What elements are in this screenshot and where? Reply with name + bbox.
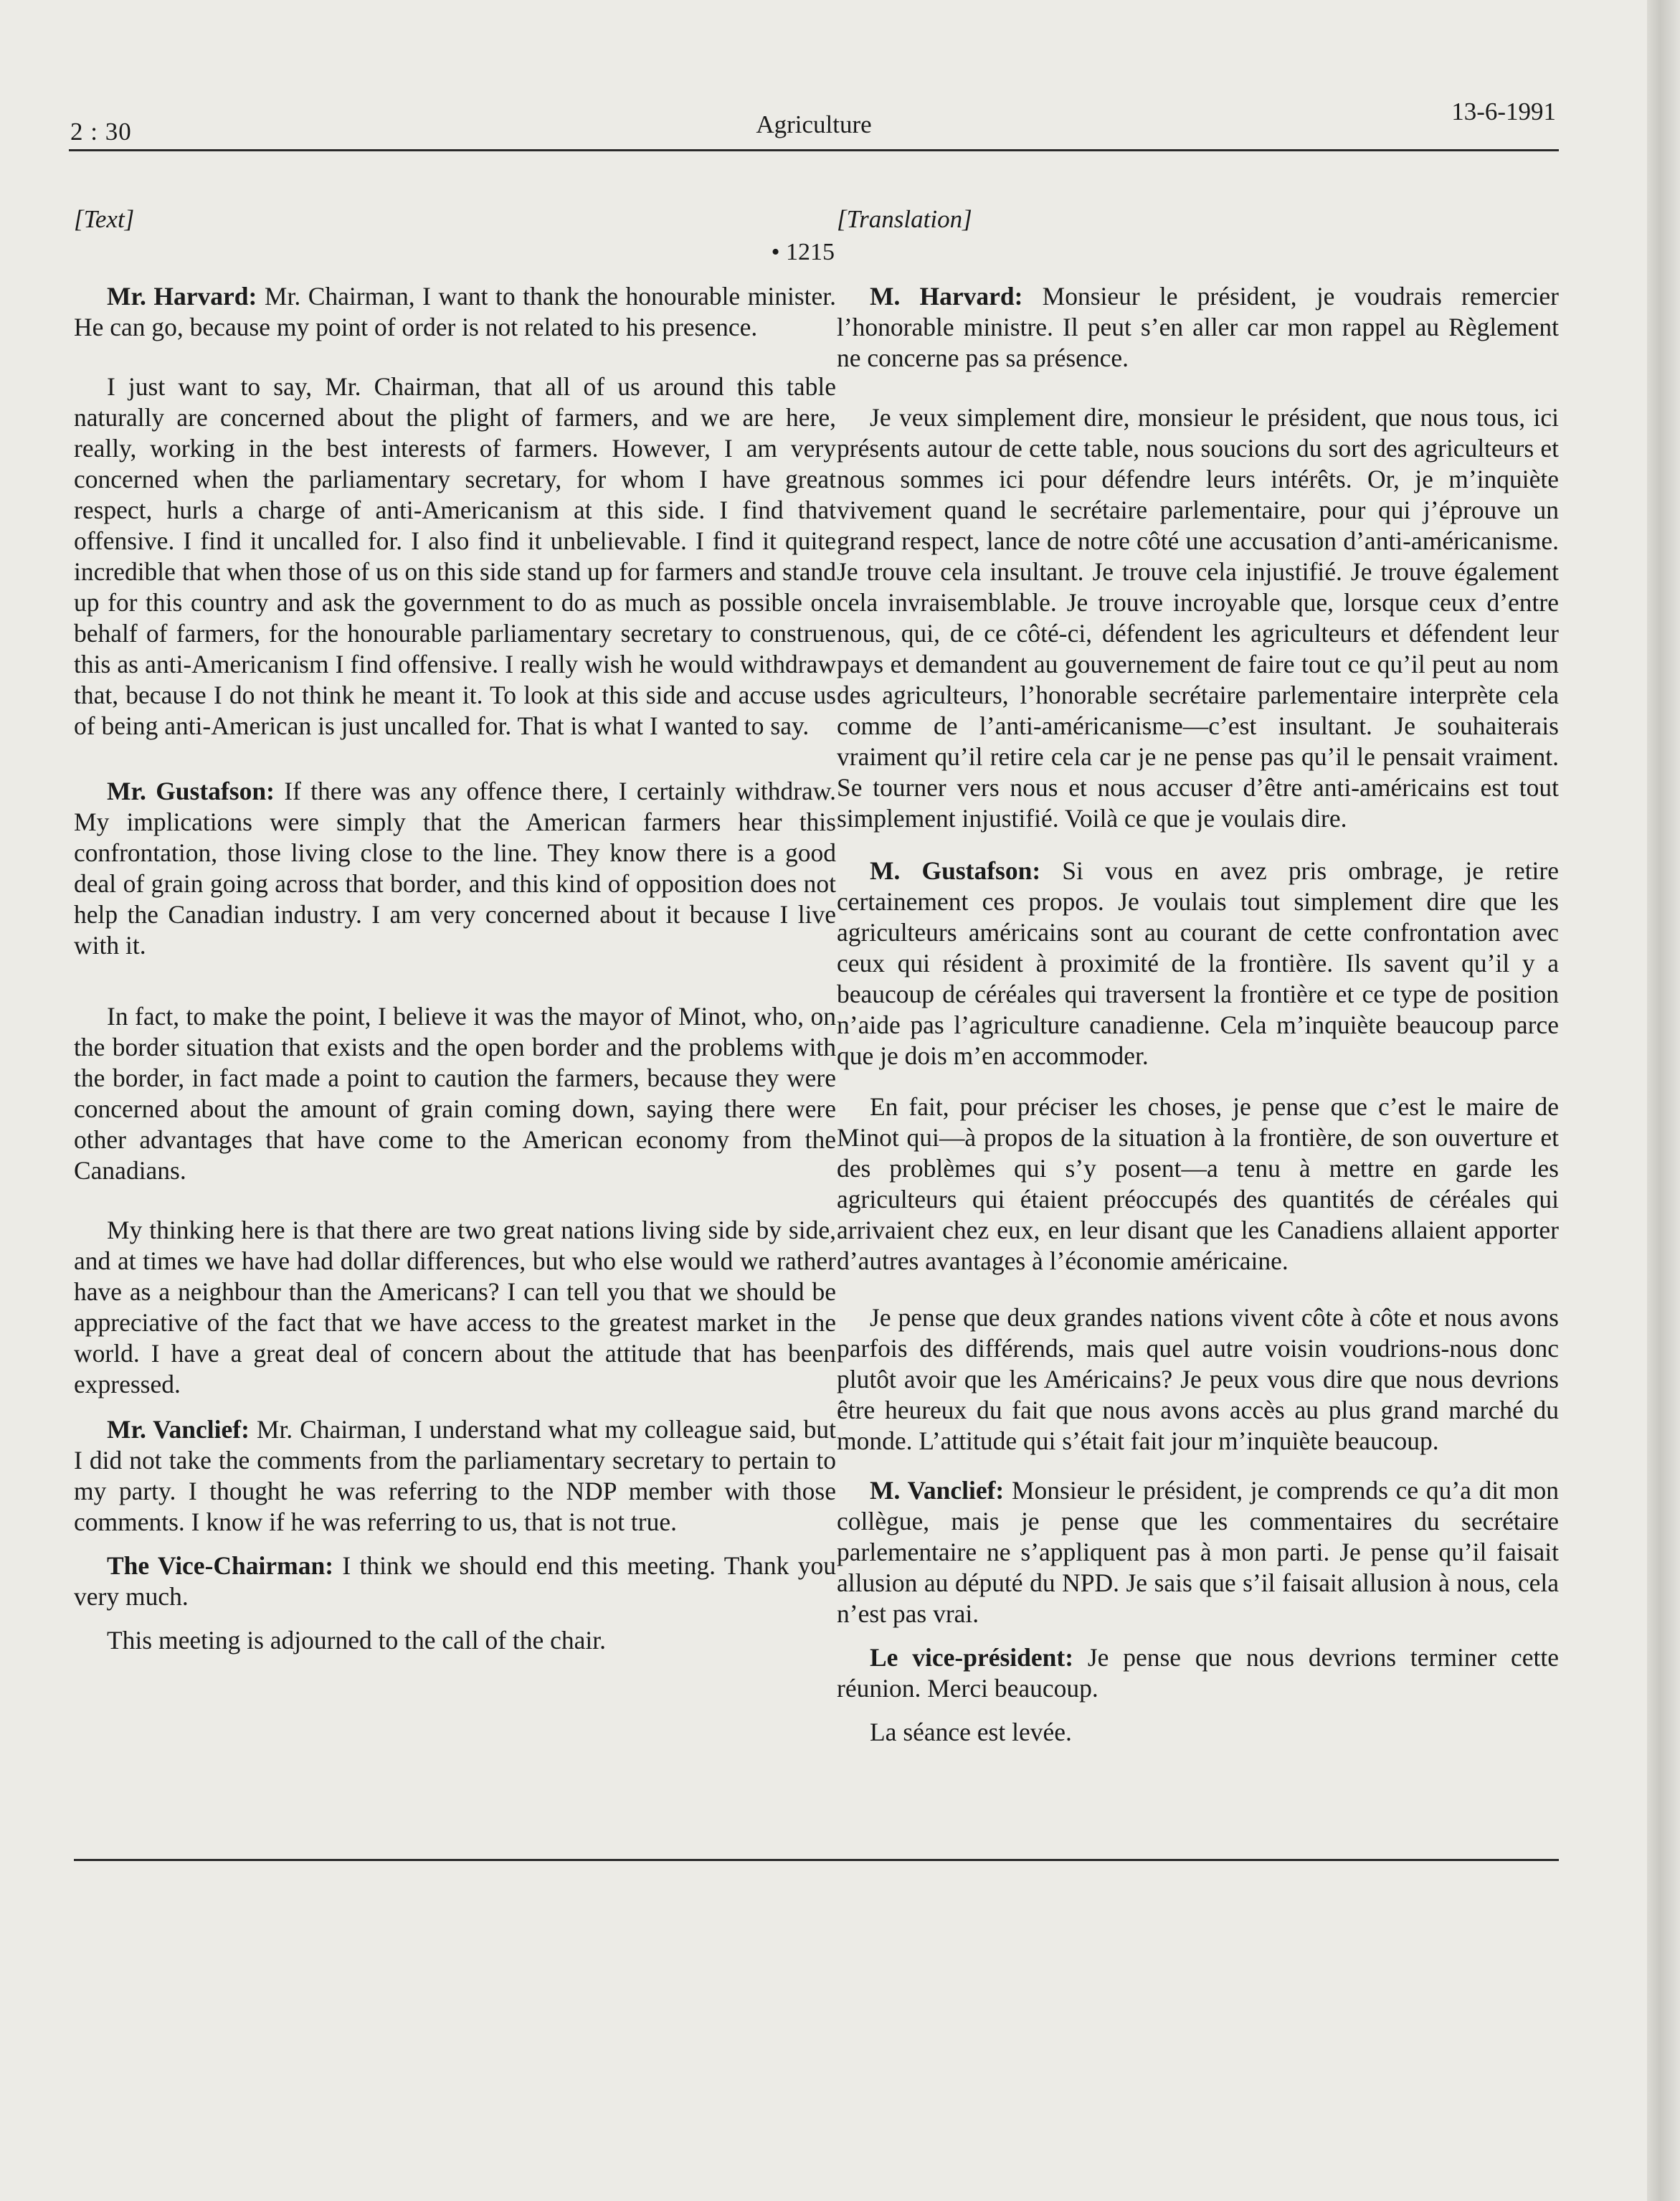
paragraph-text: My thinking here is that there are two great nations living side by side, and at times we have had dollar differences, but who else would we rather have as a neighbour than the Americans? I can tell you that we should be appreciative of the fact that we have access to the greatest market in the world. I have a great deal of concern about the attitude that has been expressed. (74, 1216, 836, 1398)
paragraph-text: Monsieur le président, je comprends ce qu’a dit mon collègue, mais je pense que les commentaires du secrétaire parlementaire ne s’appliquent pas à mon parti. Je pense qu’il faisait allusion au député du NPD. Je sais que s’il faisait allusion à nous, cela n’est pas vrai. (837, 1476, 1559, 1628)
paragraph (837, 1475, 1559, 1629)
paragraph-text: En fait, pour préciser les choses, je pense que c’est le maire de Minot qui—à propos de la situation à la frontière, de son ouverture et des problèmes qui s’y posent—a tenu à mettre en garde les agriculteurs qui étaient préoccupés des quantités de céréales qui arrivaient chez eux, en leur disant que les Canadiens allaient apporter d’autres avantages à l’économie américaine. (837, 1092, 1559, 1275)
french-column (837, 204, 1559, 1748)
paragraph (74, 1215, 836, 1400)
english-column (74, 204, 836, 1656)
speaker-name: Le vice-président: (870, 1643, 1074, 1672)
paragraph-text: Si vous en avez pris ombrage, je retire certainement ces propos. Je voulais tout simplement dire que les agriculteurs américains sont au courant de cette confrontation avec ceux qui résident à proximité de la frontière. Ils savent qu’il y a beaucoup de céréales qui traversent la frontière et ce type de position n’aide pas l’agriculture canadienne. Cela m’inquiète beaucoup parce que je dois m’en accommoder. (837, 856, 1560, 1070)
paragraph (74, 281, 836, 343)
speaker-name: Mr. Vanclief: (107, 1415, 250, 1444)
speaker-name: M. Harvard: (870, 282, 1023, 311)
page-header (69, 92, 1559, 151)
paragraph-text: If there was any offence there, I certainly withdraw. My implications were simply that the American farmers hear this confrontation, those living close to the line. They know there is a good deal of grain going across that border, and this kind of opposition does not help the Canadian industry. I am very concerned about it because I live with it. (74, 777, 836, 960)
paragraph (74, 776, 836, 961)
paragraph-text: La séance est levée. (870, 1718, 1072, 1746)
paragraph-text: Mr. Chairman, I understand what my colleague said, but I did not take the comments from the parliamentary secretary to pertain to my party. I thought he was referring to the NDP member with those comments. I know if he was referring to us, that is not true. (74, 1415, 836, 1536)
paragraph-text: Mr. Chairman, I want to thank the honourable minister. He can go, because my point of order is not related to his presence. (74, 282, 836, 341)
page-edge-shadow (1647, 0, 1680, 2201)
paragraph-text: I just want to say, Mr. Chairman, that all of us around this table naturally are concerned about the plight of farmers, and we are here, really, working in the best interests of farmers. However, I am very concerned when the parliamentary secretary, for whom I have great respect, hurls a charge of anti-Americanism at this side. I find that offensive. I find it uncalled for. I also find it unbelievable. I find it quite incredible that when those of us on this side stand up for farmers and stand up for this country and ask the government to do as much as possible on behalf of farmers, for the honourable parliamentary secretary to construe this as anti-Americanism I find offensive. I really wish he would withdraw that, because I do not think he meant it. To look at this side and accuse us of being anti-American is just uncalled for. That is what I wanted to say. (74, 372, 836, 740)
speaker-name: M. Vanclief: (870, 1476, 1005, 1505)
column-label-text: [Text] (74, 205, 135, 233)
session-date: 13-6-1991 (1451, 98, 1556, 126)
speaker-name: Mr. Harvard: (107, 282, 257, 311)
paragraph-text: In fact, to make the point, I believe it was the mayor of Minot, who, on the border situation that exists and the open border and the problems with the border, in fact made a point to caution the farmers, because they were concerned about the amount of grain coming down, saying there were other advantages that have come to the American economy from the Canadians. (74, 1002, 836, 1185)
paragraph (837, 1717, 1559, 1748)
paragraph-text: This meeting is adjourned to the call of the chair. (107, 1626, 606, 1655)
running-title: Agriculture (756, 110, 872, 138)
paragraph (74, 1625, 836, 1656)
paragraph (837, 402, 1559, 834)
paragraph (837, 856, 1559, 1071)
paragraph (74, 1414, 836, 1538)
paragraph-text: Je pense que nous devrions terminer cette réunion. Merci beaucoup. (837, 1643, 1559, 1703)
paragraph (74, 1001, 836, 1186)
speaker-name: M. Gustafson: (870, 856, 1041, 885)
speaker-name: The Vice-Chairman: (107, 1551, 334, 1580)
page-number: 2 : 30 (70, 118, 132, 146)
speaker-name: Mr. Gustafson: (107, 777, 275, 805)
timestamp: • 1215 (771, 239, 835, 265)
bottom-rule (74, 1859, 1559, 1861)
paragraph (837, 1302, 1559, 1457)
paragraph (74, 1551, 836, 1612)
paragraph-text: Je pense que deux grandes nations vivent côte à côte et nous avons parfois des différends, mais quel autre voisin voudrions-nous donc plutôt avoir que les Américains? Je peux vous dire que nous devrions être heureux du fait que nous avons accès au plus grand marché du monde. L’attitude qui s’était fait jour m’inquiète beaucoup. (837, 1303, 1559, 1455)
paragraph (74, 371, 836, 742)
paragraph-text: Je veux simplement dire, monsieur le président, que nous tous, ici présents autour de cette table, nous soucions du sort des agriculteurs et nous sommes ici pour défendre leurs intérêts. Or, je m’inquiète vivement quand le secrétaire parlementaire, pour qui j’éprouve un grand respect, lance de notre côté une accusation d’anti-américanisme. Je trouve cela insultant. Je trouve cela injustifié. Je trouve également cela invraisemblable. Je trouve incroyable que, lorsque ceux d’entre nous, qui, de ce côté-ci, défendent les agriculteurs et défendent leur pays et demandent au gouvernement de faire tout ce qu’il peut au nom des agriculteurs, l’honorable secrétaire parlementaire interprète cela comme de l’anti-américanisme—c’est insultant. Je souhaiterais vraiment qu’il retire cela car je ne pense pas qu’il le pensait vraiment. Se tourner vers nous et nous accuser d’être anti-américains est tout simplement injustifié. Voilà ce que je voulais dire. (837, 403, 1559, 833)
paragraph (837, 1642, 1559, 1704)
paragraph-text: I think we should end this meeting. Thank you very much. (74, 1551, 836, 1611)
paragraph (837, 1092, 1559, 1277)
column-label-translation: [Translation] (837, 205, 972, 233)
paragraph-text: Monsieur le président, je voudrais remercier l’honorable ministre. Il peut s’en aller car mon rappel au Règlement ne concerne pas sa présence. (837, 282, 1559, 372)
paragraph (837, 281, 1559, 374)
